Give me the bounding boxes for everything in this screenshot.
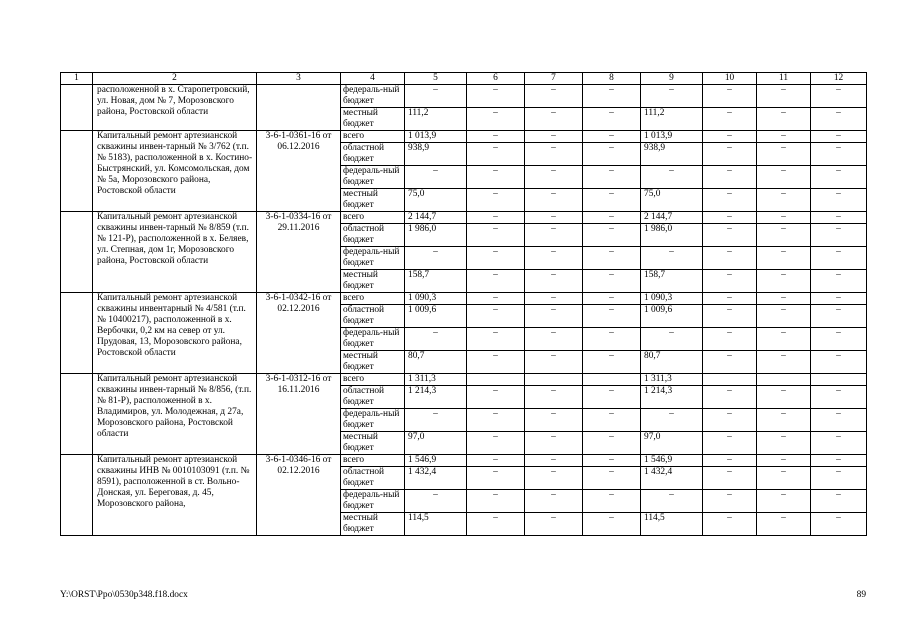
- value-cell-6: –: [467, 85, 525, 108]
- value-cell-9: 111,2: [641, 108, 703, 131]
- value-cell-9: –: [641, 166, 703, 189]
- value-cell-6: –: [467, 143, 525, 166]
- funding-source-cell: всего: [341, 293, 405, 305]
- value-cell-12: –: [811, 490, 867, 513]
- funding-source-cell: областной бюджет: [341, 386, 405, 409]
- value-cell-11: –: [757, 131, 811, 143]
- value-cell-11: –: [757, 351, 811, 374]
- value-cell-6: –: [467, 328, 525, 351]
- value-cell-11: –: [757, 386, 811, 409]
- total-row: [61, 455, 867, 467]
- value-cell-10: –: [703, 85, 757, 108]
- total-row: [61, 212, 867, 224]
- funding-source-cell: федераль-ный бюджет: [341, 85, 405, 108]
- value-cell-5: 1 986,0: [405, 224, 467, 247]
- row-number-cell: [61, 212, 93, 293]
- document-code-cell: 3-6-1-0361-16 от 06.12.2016: [257, 131, 341, 212]
- value-cell-7: –: [525, 85, 583, 108]
- funding-source-cell: областной бюджет: [341, 143, 405, 166]
- value-cell-5: 1 009,6: [405, 305, 467, 328]
- value-cell-5: 1 214,3: [405, 386, 467, 409]
- value-cell-7: –: [525, 293, 583, 305]
- value-cell-12: –: [811, 455, 867, 467]
- value-cell-8: –: [583, 143, 641, 166]
- funding-source-cell: местный бюджет: [341, 108, 405, 131]
- value-cell-11: –: [757, 409, 811, 432]
- value-cell-11: –: [757, 490, 811, 513]
- value-cell-10: –: [703, 432, 757, 455]
- value-cell-9: 80,7: [641, 351, 703, 374]
- table-body: [61, 73, 867, 536]
- value-cell-8: –: [583, 224, 641, 247]
- page-number: 89: [856, 590, 866, 600]
- column-header: 9: [641, 73, 703, 85]
- value-cell-6: –: [467, 467, 525, 490]
- federal-budget-row: [61, 85, 867, 108]
- value-cell-11: –: [757, 247, 811, 270]
- value-cell-6: –: [467, 455, 525, 467]
- value-cell-7: –: [525, 212, 583, 224]
- value-cell-5: 158,7: [405, 270, 467, 293]
- value-cell-9: 1 009,6: [641, 305, 703, 328]
- value-cell-11: –: [757, 270, 811, 293]
- funding-source-cell: федераль-ный бюджет: [341, 490, 405, 513]
- value-cell-7: [525, 374, 583, 386]
- value-cell-9: 1 214,3: [641, 386, 703, 409]
- funding-source-cell: местный бюджет: [341, 270, 405, 293]
- funding-source-cell: федераль-ный бюджет: [341, 328, 405, 351]
- value-cell-8: [583, 374, 641, 386]
- value-cell-8: –: [583, 305, 641, 328]
- value-cell-7: –: [525, 328, 583, 351]
- value-cell-11: –: [757, 224, 811, 247]
- total-row: [61, 293, 867, 305]
- row-number-cell: [61, 293, 93, 374]
- value-cell-8: –: [583, 432, 641, 455]
- value-cell-7: –: [525, 143, 583, 166]
- value-cell-5: 1 013,9: [405, 131, 467, 143]
- value-cell-12: –: [811, 131, 867, 143]
- funding-source-cell: федераль-ный бюджет: [341, 166, 405, 189]
- value-cell-12: –: [811, 409, 867, 432]
- value-cell-7: –: [525, 108, 583, 131]
- value-cell-12: –: [811, 293, 867, 305]
- object-name-cell: Капитальный ремонт артезианской скважины инвен-тарный № 3/762 (т.п. № 5183), расположенной в х. Костино-Быстрянский, ул. Комсомольская, дом № 5а, Морозовского района, Ростовской области: [93, 131, 257, 212]
- column-header: 12: [811, 73, 867, 85]
- value-cell-7: –: [525, 224, 583, 247]
- funding-source-cell: областной бюджет: [341, 305, 405, 328]
- value-cell-8: –: [583, 189, 641, 212]
- value-cell-9: –: [641, 490, 703, 513]
- object-name-cell: Капитальный ремонт артезианской скважины инвен-тарный № 8/856, (т.п. № 81-Р), расположенной в х. Владимиров, ул. Молодежная, д 27а, Морозовского района, Ростовской области: [93, 374, 257, 455]
- value-cell-5: –: [405, 328, 467, 351]
- value-cell-8: –: [583, 386, 641, 409]
- value-cell-11: –: [757, 467, 811, 490]
- value-cell-6: –: [467, 490, 525, 513]
- value-cell-10: –: [703, 108, 757, 131]
- value-cell-8: –: [583, 270, 641, 293]
- value-cell-9: 97,0: [641, 432, 703, 455]
- value-cell-12: –: [811, 189, 867, 212]
- value-cell-7: –: [525, 409, 583, 432]
- column-header: 1: [61, 73, 93, 85]
- value-cell-8: –: [583, 328, 641, 351]
- value-cell-11: –: [757, 108, 811, 131]
- value-cell-8: –: [583, 212, 641, 224]
- value-cell-10: –: [703, 455, 757, 467]
- value-cell-9: 1 311,3: [641, 374, 703, 386]
- object-name-cell: Капитальный ремонт артезианской скважины ИНВ № 0010103091 (т.п. № 8591), расположенной в ст. Вольно-Донская, ул. Береговая, д. 45, Морозовского района,: [93, 455, 257, 536]
- value-cell-12: –: [811, 224, 867, 247]
- value-cell-6: –: [467, 247, 525, 270]
- column-header: 3: [257, 73, 341, 85]
- funding-source-cell: всего: [341, 455, 405, 467]
- value-cell-7: –: [525, 386, 583, 409]
- value-cell-7: –: [525, 455, 583, 467]
- value-cell-12: –: [811, 143, 867, 166]
- value-cell-11: –: [757, 513, 811, 536]
- value-cell-10: –: [703, 166, 757, 189]
- value-cell-9: 1 546,9: [641, 455, 703, 467]
- value-cell-10: –: [703, 409, 757, 432]
- value-cell-5: 111,2: [405, 108, 467, 131]
- value-cell-5: 1 311,3: [405, 374, 467, 386]
- object-name-cell: Капитальный ремонт артезианской скважины инвентарный № 4/581 (т.п. № 10400217), расположенной в х. Вербочки, 0,2 км на север от ул. Прудовая, 13, Морозовского района, Ростовской области: [93, 293, 257, 374]
- value-cell-6: –: [467, 293, 525, 305]
- value-cell-12: –: [811, 467, 867, 490]
- value-cell-8: –: [583, 490, 641, 513]
- value-cell-11: –: [757, 432, 811, 455]
- value-cell-11: –: [757, 305, 811, 328]
- value-cell-6: –: [467, 166, 525, 189]
- value-cell-10: –: [703, 224, 757, 247]
- value-cell-11: –: [757, 143, 811, 166]
- value-cell-7: –: [525, 131, 583, 143]
- object-name-cell: расположенной в х. Старопетровский, ул. Новая, дом № 7, Морозовского района, Ростовской области: [93, 85, 257, 131]
- value-cell-6: –: [467, 270, 525, 293]
- value-cell-5: 1 090,3: [405, 293, 467, 305]
- value-cell-9: 1 432,4: [641, 467, 703, 490]
- row-number-cell: [61, 455, 93, 536]
- value-cell-10: –: [703, 351, 757, 374]
- value-cell-11: –: [757, 328, 811, 351]
- value-cell-12: [811, 374, 867, 386]
- value-cell-11: [757, 374, 811, 386]
- row-number-cell: [61, 85, 93, 131]
- value-cell-6: –: [467, 305, 525, 328]
- value-cell-8: –: [583, 247, 641, 270]
- value-cell-11: –: [757, 189, 811, 212]
- value-cell-8: –: [583, 85, 641, 108]
- value-cell-7: –: [525, 467, 583, 490]
- value-cell-10: –: [703, 143, 757, 166]
- value-cell-9: 1 090,3: [641, 293, 703, 305]
- value-cell-9: 2 144,7: [641, 212, 703, 224]
- row-number-cell: [61, 131, 93, 212]
- column-header: 4: [341, 73, 405, 85]
- value-cell-10: –: [703, 293, 757, 305]
- value-cell-7: –: [525, 247, 583, 270]
- value-cell-5: –: [405, 490, 467, 513]
- value-cell-9: –: [641, 328, 703, 351]
- value-cell-6: –: [467, 212, 525, 224]
- value-cell-9: 1 013,9: [641, 131, 703, 143]
- value-cell-12: –: [811, 513, 867, 536]
- value-cell-12: –: [811, 305, 867, 328]
- value-cell-9: –: [641, 409, 703, 432]
- value-cell-12: –: [811, 85, 867, 108]
- document-code-cell: 3-6-1-0346-16 от 02.12.2016: [257, 455, 341, 536]
- column-header: 7: [525, 73, 583, 85]
- column-header: 6: [467, 73, 525, 85]
- value-cell-12: –: [811, 270, 867, 293]
- value-cell-6: –: [467, 513, 525, 536]
- value-cell-6: –: [467, 189, 525, 212]
- value-cell-6: [467, 374, 525, 386]
- column-header: 8: [583, 73, 641, 85]
- value-cell-12: –: [811, 166, 867, 189]
- value-cell-10: –: [703, 328, 757, 351]
- document-code-cell: [257, 85, 341, 131]
- funding-source-cell: федераль-ный бюджет: [341, 409, 405, 432]
- value-cell-9: 1 986,0: [641, 224, 703, 247]
- funding-source-cell: местный бюджет: [341, 189, 405, 212]
- value-cell-7: –: [525, 513, 583, 536]
- funding-source-cell: всего: [341, 131, 405, 143]
- value-cell-5: 1 546,9: [405, 455, 467, 467]
- value-cell-10: –: [703, 305, 757, 328]
- value-cell-10: –: [703, 490, 757, 513]
- value-cell-12: –: [811, 108, 867, 131]
- value-cell-12: –: [811, 247, 867, 270]
- value-cell-7: –: [525, 270, 583, 293]
- funding-source-cell: всего: [341, 374, 405, 386]
- budget-table: [60, 72, 867, 536]
- value-cell-6: –: [467, 409, 525, 432]
- value-cell-12: –: [811, 351, 867, 374]
- value-cell-8: –: [583, 351, 641, 374]
- value-cell-6: –: [467, 224, 525, 247]
- value-cell-8: –: [583, 513, 641, 536]
- value-cell-10: –: [703, 386, 757, 409]
- value-cell-7: –: [525, 189, 583, 212]
- funding-source-cell: областной бюджет: [341, 224, 405, 247]
- value-cell-12: –: [811, 386, 867, 409]
- value-cell-9: –: [641, 247, 703, 270]
- column-header: 11: [757, 73, 811, 85]
- value-cell-5: –: [405, 85, 467, 108]
- value-cell-10: –: [703, 513, 757, 536]
- total-row: [61, 374, 867, 386]
- footer-file-path: Y:\ORST\Ppo\0530p348.f18.docx: [60, 590, 188, 600]
- value-cell-7: –: [525, 490, 583, 513]
- value-cell-7: –: [525, 351, 583, 374]
- value-cell-6: –: [467, 131, 525, 143]
- value-cell-8: –: [583, 166, 641, 189]
- funding-source-cell: местный бюджет: [341, 513, 405, 536]
- value-cell-11: –: [757, 455, 811, 467]
- value-cell-10: –: [703, 467, 757, 490]
- value-cell-8: –: [583, 131, 641, 143]
- column-header: 5: [405, 73, 467, 85]
- funding-source-cell: всего: [341, 212, 405, 224]
- value-cell-10: –: [703, 212, 757, 224]
- value-cell-6: –: [467, 432, 525, 455]
- value-cell-8: –: [583, 455, 641, 467]
- value-cell-5: 80,7: [405, 351, 467, 374]
- document-code-cell: 3-6-1-0334-16 от 29.11.2016: [257, 212, 341, 293]
- value-cell-11: –: [757, 212, 811, 224]
- value-cell-5: 2 144,7: [405, 212, 467, 224]
- value-cell-9: 114,5: [641, 513, 703, 536]
- value-cell-12: –: [811, 212, 867, 224]
- funding-source-cell: областной бюджет: [341, 467, 405, 490]
- value-cell-5: 114,5: [405, 513, 467, 536]
- funding-source-cell: федераль-ный бюджет: [341, 247, 405, 270]
- value-cell-5: 1 432,4: [405, 467, 467, 490]
- column-header: 10: [703, 73, 757, 85]
- value-cell-12: –: [811, 432, 867, 455]
- document-code-cell: 3-6-1-0312-16 от 16.11.2016: [257, 374, 341, 455]
- value-cell-9: 158,7: [641, 270, 703, 293]
- value-cell-9: –: [641, 85, 703, 108]
- funding-source-cell: местный бюджет: [341, 432, 405, 455]
- column-header: 2: [93, 73, 257, 85]
- value-cell-7: –: [525, 432, 583, 455]
- value-cell-7: –: [525, 166, 583, 189]
- value-cell-10: –: [703, 247, 757, 270]
- value-cell-11: –: [757, 166, 811, 189]
- value-cell-8: –: [583, 467, 641, 490]
- funding-source-cell: местный бюджет: [341, 351, 405, 374]
- value-cell-8: –: [583, 409, 641, 432]
- document-code-cell: 3-6-1-0342-16 от 02.12.2016: [257, 293, 341, 374]
- value-cell-11: –: [757, 85, 811, 108]
- value-cell-10: –: [703, 270, 757, 293]
- value-cell-11: –: [757, 293, 811, 305]
- value-cell-7: –: [525, 305, 583, 328]
- object-name-cell: Капитальный ремонт артезианской скважины инвен-тарный № 8/859 (т.п. № 121-Р), расположенной в х. Беляев, ул. Степная, дом 1г, Морозовского района, Ростовской области: [93, 212, 257, 293]
- value-cell-5: –: [405, 247, 467, 270]
- value-cell-10: –: [703, 189, 757, 212]
- value-cell-9: 938,9: [641, 143, 703, 166]
- value-cell-10: –: [703, 131, 757, 143]
- value-cell-5: –: [405, 409, 467, 432]
- value-cell-6: –: [467, 351, 525, 374]
- column-number-row: [61, 73, 867, 85]
- value-cell-5: 97,0: [405, 432, 467, 455]
- row-number-cell: [61, 374, 93, 455]
- value-cell-5: –: [405, 166, 467, 189]
- value-cell-6: –: [467, 386, 525, 409]
- value-cell-10: [703, 374, 757, 386]
- value-cell-6: –: [467, 108, 525, 131]
- value-cell-5: 75,0: [405, 189, 467, 212]
- value-cell-8: –: [583, 293, 641, 305]
- value-cell-9: 75,0: [641, 189, 703, 212]
- value-cell-8: –: [583, 108, 641, 131]
- total-row: [61, 131, 867, 143]
- value-cell-5: 938,9: [405, 143, 467, 166]
- value-cell-12: –: [811, 328, 867, 351]
